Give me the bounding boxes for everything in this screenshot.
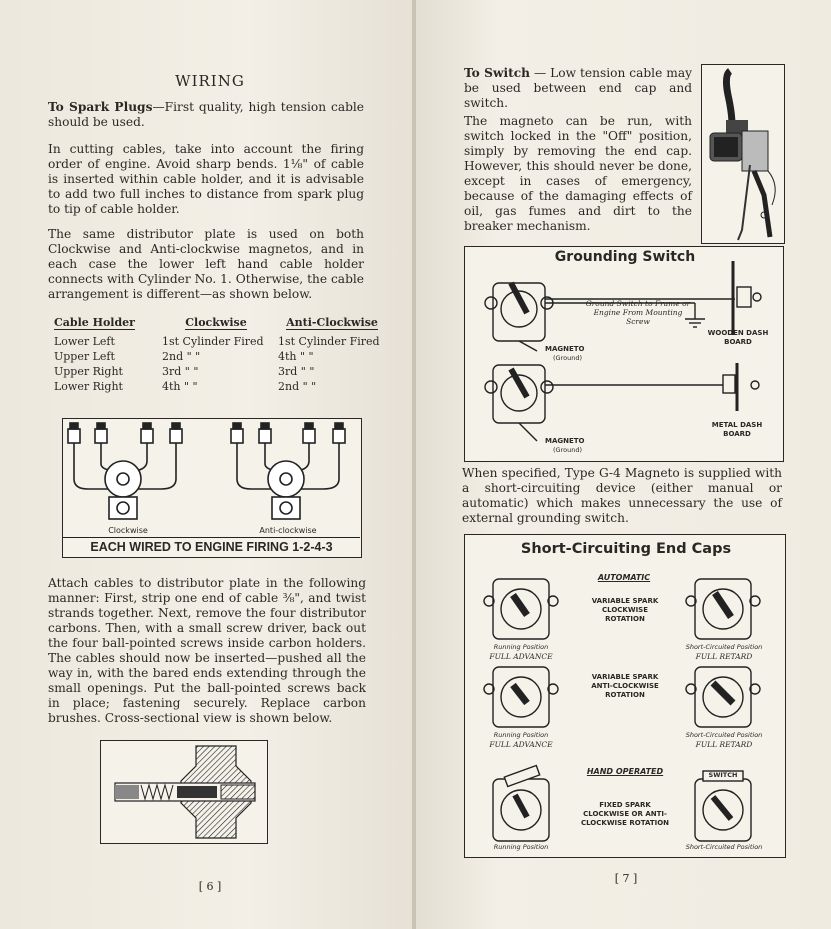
table-cell: 1st Cylinder Fired xyxy=(162,335,264,348)
running-position-label-1: Running Position xyxy=(493,643,549,651)
cable-table xyxy=(50,315,390,394)
table-cell: 2nd " " xyxy=(278,380,317,393)
table-cell: Lower Left xyxy=(54,335,115,348)
full-advance-label-1: FULL ADVANCE xyxy=(489,652,553,661)
table-cell: 3rd " " xyxy=(278,365,315,378)
to-switch-heading: To Switch xyxy=(464,66,530,80)
spark-plug-icon xyxy=(68,423,182,443)
left-page xyxy=(0,0,414,929)
to-switch-text: — Low tension cable may be used between end cap and switch. xyxy=(464,66,692,110)
ground-switch-note: Ground Switch to Frame or Engine From Mounting Screw xyxy=(585,299,691,326)
page-number: [ 7 ] xyxy=(614,872,638,885)
cross-section-diagram xyxy=(100,740,268,844)
table-row xyxy=(50,349,390,364)
ground-label-bottom: (Ground) xyxy=(553,446,582,454)
spark-plugs-text: —First quality, high tension cable should be used. xyxy=(48,100,364,129)
short-position-label-2: Short-Circuited Position xyxy=(685,731,763,739)
grounding-switch-diagram xyxy=(464,246,784,462)
switch-illustration xyxy=(701,64,785,244)
wiring-diagram xyxy=(62,418,362,558)
page-number: [ 6 ] xyxy=(198,880,222,893)
table-cell: 4th " " xyxy=(278,350,314,363)
specified-paragraph: When specified, Type G-4 Magneto is supplied with a short-circuiting device (either manual or automatic) which makes unnecessary the use of external grounding switch. xyxy=(462,466,782,525)
cutting-paragraph: In cutting cables, take into account the firing order of engine. Avoid sharp bends. 1⅛" of cable is inserted within cable holder, and it is advisable to add two full inches to distance from spark plug to tip of cable holder. xyxy=(48,142,364,216)
variable-clockwise-label: VARIABLE SPARK CLOCKWISE ROTATION xyxy=(591,597,659,623)
table-cell: 1st Cylinder Fired xyxy=(278,335,380,348)
table-cell: 3rd " " xyxy=(162,365,199,378)
hand-operated-label: HAND OPERATED xyxy=(586,767,664,776)
spark-plugs-heading: To Spark Plugs xyxy=(48,100,153,114)
table-cell: 4th " " xyxy=(162,380,198,393)
page-title: WIRING xyxy=(175,72,245,90)
end-caps-title: Short-Circuiting End Caps xyxy=(520,541,732,557)
table-cell: Lower Right xyxy=(54,380,123,393)
wiring-illustration xyxy=(63,419,360,537)
attach-paragraph: Attach cables to distributor plate in the following manner: First, strip one end of cable ⅜", and twist strands together. Next, remove the four distributor carbons. Then, with a small screw driver, back out the four ball-pointed screws inside carbon holders. The cables should now be inserted—pushed all the way in, with the bared ends extending through the small openings. Put the ball-pointed screws back in place; fastening securely. Replace carbon brushes. Cross-sectional view is shown below. xyxy=(48,576,366,725)
anticlockwise-label: Anti-clockwise xyxy=(259,526,317,535)
cable-holder-cross-section xyxy=(101,741,266,842)
wiring-banner: EACH WIRED TO ENGINE FIRING 1-2-4-3 xyxy=(63,537,360,556)
metal-dashboard-label: METAL DASH BOARD xyxy=(711,421,763,438)
table-header-cable-holder: Cable Holder xyxy=(54,316,135,329)
full-advance-label-2: FULL ADVANCE xyxy=(489,740,553,749)
fixed-spark-label: FIXED SPARK CLOCKWISE OR ANTI-CLOCKWISE ROTATION xyxy=(580,801,670,827)
variable-anticlockwise-label: VARIABLE SPARK ANTI-CLOCKWISE ROTATION xyxy=(591,673,659,699)
table-header-clockwise: Clockwise xyxy=(185,316,247,329)
short-position-label-3: Short-Circuited Position xyxy=(685,843,763,851)
clockwise-label: Clockwise xyxy=(108,526,148,535)
table-row xyxy=(50,379,390,394)
table-header-anticlockwise: Anti-Clockwise xyxy=(286,316,378,329)
ground-label-top: (Ground) xyxy=(553,354,582,362)
full-retard-label-2: FULL RETARD xyxy=(695,740,753,749)
table-cell: Upper Left xyxy=(54,350,115,363)
table-cell: Upper Right xyxy=(54,365,123,378)
wooden-dashboard-label: WOODEN DASH BOARD xyxy=(707,329,769,346)
distributor-paragraph: The same distributor plate is used on both Clockwise and Anti-clockwise magnetos, and in each case the lower left hand cable holder connects with Cylinder No. 1. Otherwise, the cable arrangement is different—as shown below. xyxy=(48,227,364,301)
to-switch-paragraph xyxy=(464,66,692,111)
running-position-label-2: Running Position xyxy=(493,731,549,739)
end-caps-diagram xyxy=(464,534,786,858)
ignition-switch-icon xyxy=(702,65,783,242)
running-position-label-3: Running Position xyxy=(493,843,549,851)
table-cell: 2nd " " xyxy=(162,350,201,363)
table-row xyxy=(50,334,390,349)
table-row xyxy=(50,364,390,379)
full-retard-label-1: FULL RETARD xyxy=(695,652,753,661)
right-page xyxy=(416,0,831,929)
automatic-label: AUTOMATIC xyxy=(597,573,651,582)
magneto-label-bottom: MAGNETO xyxy=(545,437,585,445)
magneto-label-top: MAGNETO xyxy=(545,345,585,353)
switch-word-label: SWITCH xyxy=(708,771,738,779)
grounding-title: Grounding Switch xyxy=(554,249,696,265)
spark-plugs-paragraph xyxy=(48,100,364,130)
magneto-paragraph: The magneto can be run, with switch locked in the "Off" position, simply by removing the end cap. However, this should never be done, except in cases of emergency, because of the damaging effects of oil, gas fumes and dirt to the breaker mechanism. xyxy=(464,114,692,233)
short-position-label-1: Short-Circuited Position xyxy=(685,643,763,651)
